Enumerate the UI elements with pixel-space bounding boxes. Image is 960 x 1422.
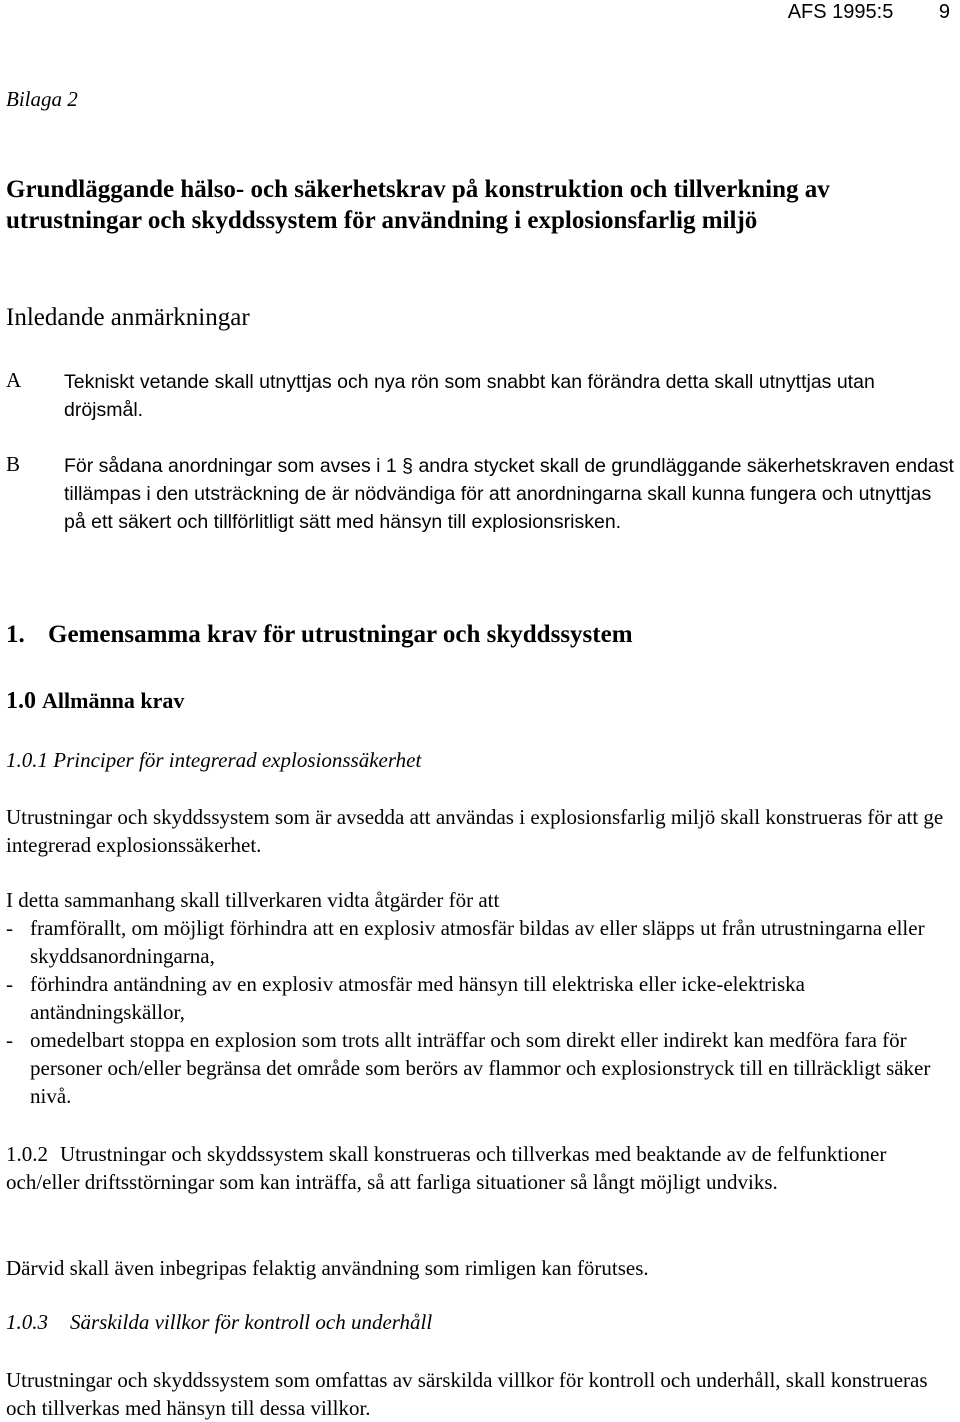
paragraph-1-0-3: Utrustningar och skyddssystem som omfattas av särskilda villkor för kontroll och underhåll, skall konstrueras och tillverkas med hänsyn till dessa villkor. <box>6 1368 928 1420</box>
note-letter-b: B <box>6 452 21 476</box>
page-header <box>788 0 950 24</box>
section-title: Allmänna krav <box>42 688 185 713</box>
intro-heading: Inledande anmärkningar <box>6 304 250 331</box>
annex-label: Bilaga 2 <box>6 87 78 111</box>
section-title: Särskilda villkor för kontroll och underhåll <box>70 1310 433 1334</box>
note-text-b: För sådana anordningar som avses i 1 § andra stycket skall de grundläggande säkerhetskraven endast tillämpas i den utsträckning de är nödvändiga för att anordningarna skall kunna fungera och utnyttjas på ett säkert och tillförlitligt sätt med hänsyn till explosionsrisken. <box>64 455 954 533</box>
measures-list <box>6 914 956 1110</box>
paragraph-integrated-safety: Utrustningar och skyddssystem som är avsedda att användas i explosionsfarlig miljö skall konstrueras för att ge integrerad explosionssäkerhet. <box>6 805 944 857</box>
paragraph-1-0-2: 1.0.2 Utrustningar och skyddssystem skall konstrueras och tillverkas med beaktande av de felfunktioner och/eller driftsstörningar som kan inträffa, så att farliga situationer så långt möjligt undviks. <box>6 1142 887 1194</box>
section-heading-1-0-1 <box>6 748 421 773</box>
section-number: 1.0.3 <box>6 1310 48 1334</box>
section-heading-1-0-3 <box>6 1310 432 1335</box>
list-item: - framförallt, om möjligt förhindra att en explosiv atmosfär bildas av eller släpps ut från utrustningarna eller skyddsanordningarna, <box>6 916 925 968</box>
section-title: Gemensamma krav för utrustningar och skyddssystem <box>48 621 633 648</box>
section-number: 1. <box>6 621 25 648</box>
section-number: 1.0 <box>6 688 36 714</box>
page-number: 9 <box>938 1 950 23</box>
section-title: Principer för integrerad explosionssäkerhet <box>53 748 422 772</box>
note-text-a: Tekniskt vetande skall utnyttjas och nya rön som snabbt kan förändra detta skall utnyttjas utan dröjsmål. <box>64 371 875 421</box>
document-title: Grundläggande hälso- och säkerhetskrav på konstruktion och tillverkning av utrustningar och skyddssystem för användning i explosionsfarlig miljö <box>6 176 830 234</box>
paragraph-measures-intro: I detta sammanhang skall tillverkaren vidta åtgärder för att <box>6 888 500 912</box>
list-item: - omedelbart stoppa en explosion som trots allt inträffar och som direkt eller indirekt kan medföra fara för personer och/eller begränsa det område som berörs av flammor och explosionstryck till en tillräckligt säker nivå. <box>6 1028 931 1108</box>
section-number: 1.0.2 <box>6 1142 48 1166</box>
list-item: - förhindra antändning av en explosiv atmosfär med hänsyn till elektriska eller icke-elektriska antändningskällor, <box>6 972 805 1024</box>
document-reference: AFS 1995:5 <box>787 1 894 23</box>
note-letter-a: A <box>6 368 22 392</box>
section-heading-1 <box>6 621 633 649</box>
section-number: 1.0.1 <box>6 748 48 772</box>
section-heading-1-0 <box>6 688 184 715</box>
paragraph-misuse: Därvid skall även inbegripas felaktig användning som rimligen kan förutses. <box>6 1256 649 1280</box>
